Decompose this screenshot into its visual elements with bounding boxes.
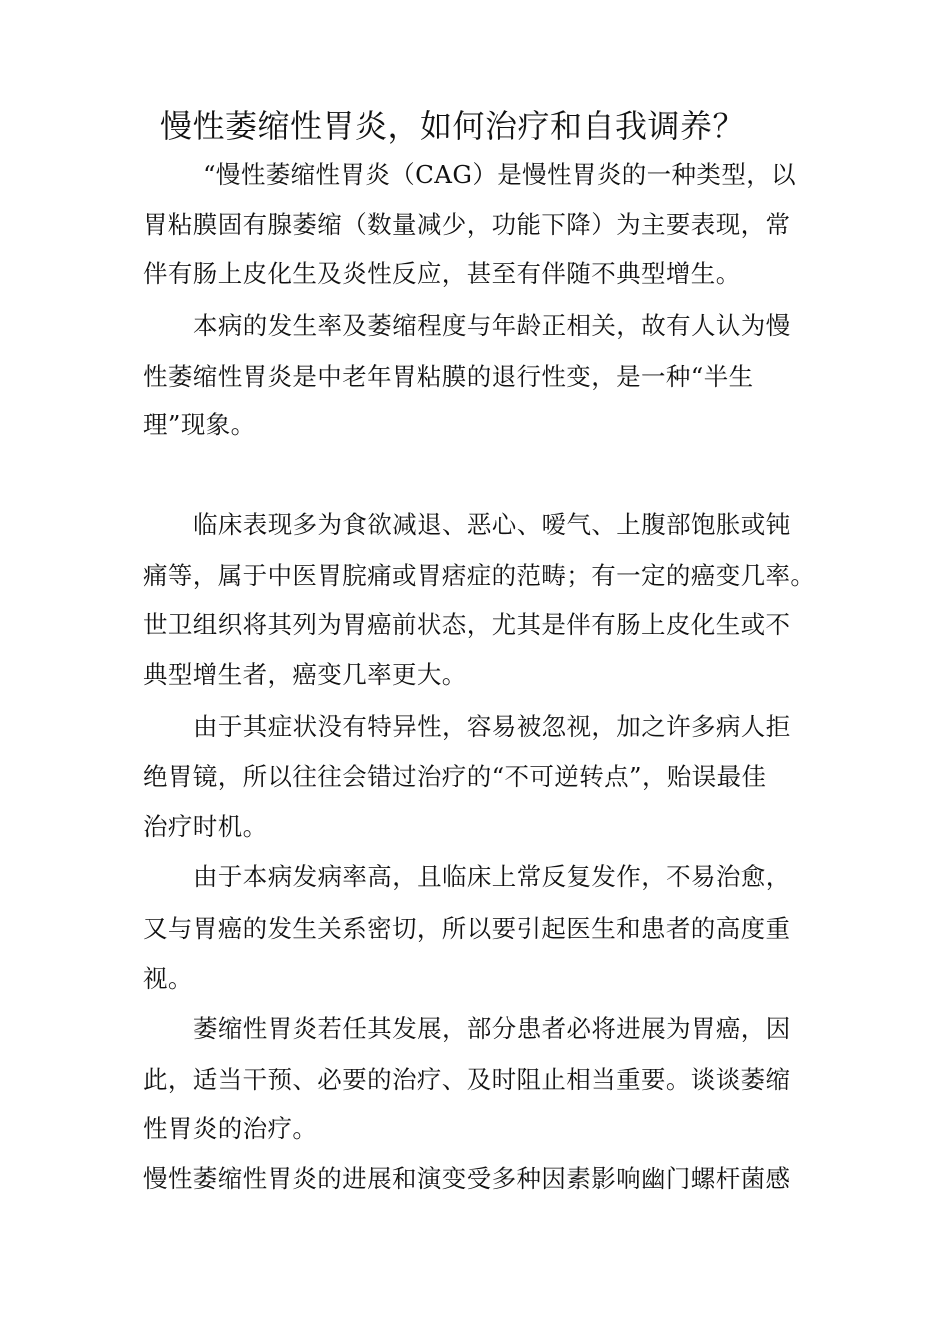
paragraph-line: 又与胃癌的发生关系密切，所以要引起医生和患者的高度重 bbox=[143, 914, 791, 943]
paragraph-line: 由于本病发病率高，且临床上常反复发作，不易治愈， bbox=[193, 862, 791, 891]
paragraph-line: 此，适当干预、必要的治疗、及时阻止相当重要。谈谈萎缩 bbox=[143, 1065, 791, 1094]
paragraph-line: 胃粘膜固有腺萎缩（数量减少，功能下降）为主要表现，常 bbox=[143, 210, 791, 239]
paragraph-line: 理”现象。 bbox=[143, 410, 256, 439]
paragraph-line: 萎缩性胃炎若任其发展，部分患者必将进展为胃癌，因 bbox=[193, 1014, 791, 1043]
paragraph-line: 视。 bbox=[143, 964, 193, 993]
paragraph-line: 临床表现多为食欲减退、恶心、嗳气、上腹部饱胀或钝 bbox=[193, 510, 791, 539]
paragraph-line: 痛等，属于中医胃脘痛或胃痞症的范畴；有一定的癌变几率。 bbox=[143, 561, 816, 590]
paragraph-line: 典型增生者，癌变几率更大。 bbox=[143, 660, 467, 689]
paragraph-line: 性萎缩性胃炎是中老年胃粘膜的退行性变，是一种“半生 bbox=[143, 362, 754, 391]
paragraph-line: 本病的发生率及萎缩程度与年龄正相关，故有人认为慢 bbox=[193, 311, 791, 340]
paragraph-line: 慢性萎缩性胃炎的进展和演变受多种因素影响幽门螺杆菌感 bbox=[143, 1164, 791, 1193]
paragraph-line: 由于其症状没有特异性，容易被忽视，加之许多病人拒 bbox=[193, 712, 791, 741]
paragraph-line: 绝胃镜，所以往往会错过治疗的“不可逆转点”，贻误最佳 bbox=[143, 762, 767, 791]
paragraph-line: 世卫组织将其列为胃癌前状态，尤其是伴有肠上皮化生或不 bbox=[143, 610, 791, 639]
paragraph-line: 伴有肠上皮化生及炎性反应，甚至有伴随不典型增生。 bbox=[143, 259, 741, 288]
document-title: 慢性萎缩性胃炎，如何治疗和自我调养？ bbox=[160, 107, 746, 145]
paragraph-line: 治疗时机。 bbox=[143, 812, 268, 841]
paragraph-line: 性胃炎的治疗。 bbox=[143, 1114, 318, 1143]
paragraph-line: “慢性萎缩性胃炎（CAG）是慢性胃炎的一种类型，以 bbox=[203, 160, 797, 189]
